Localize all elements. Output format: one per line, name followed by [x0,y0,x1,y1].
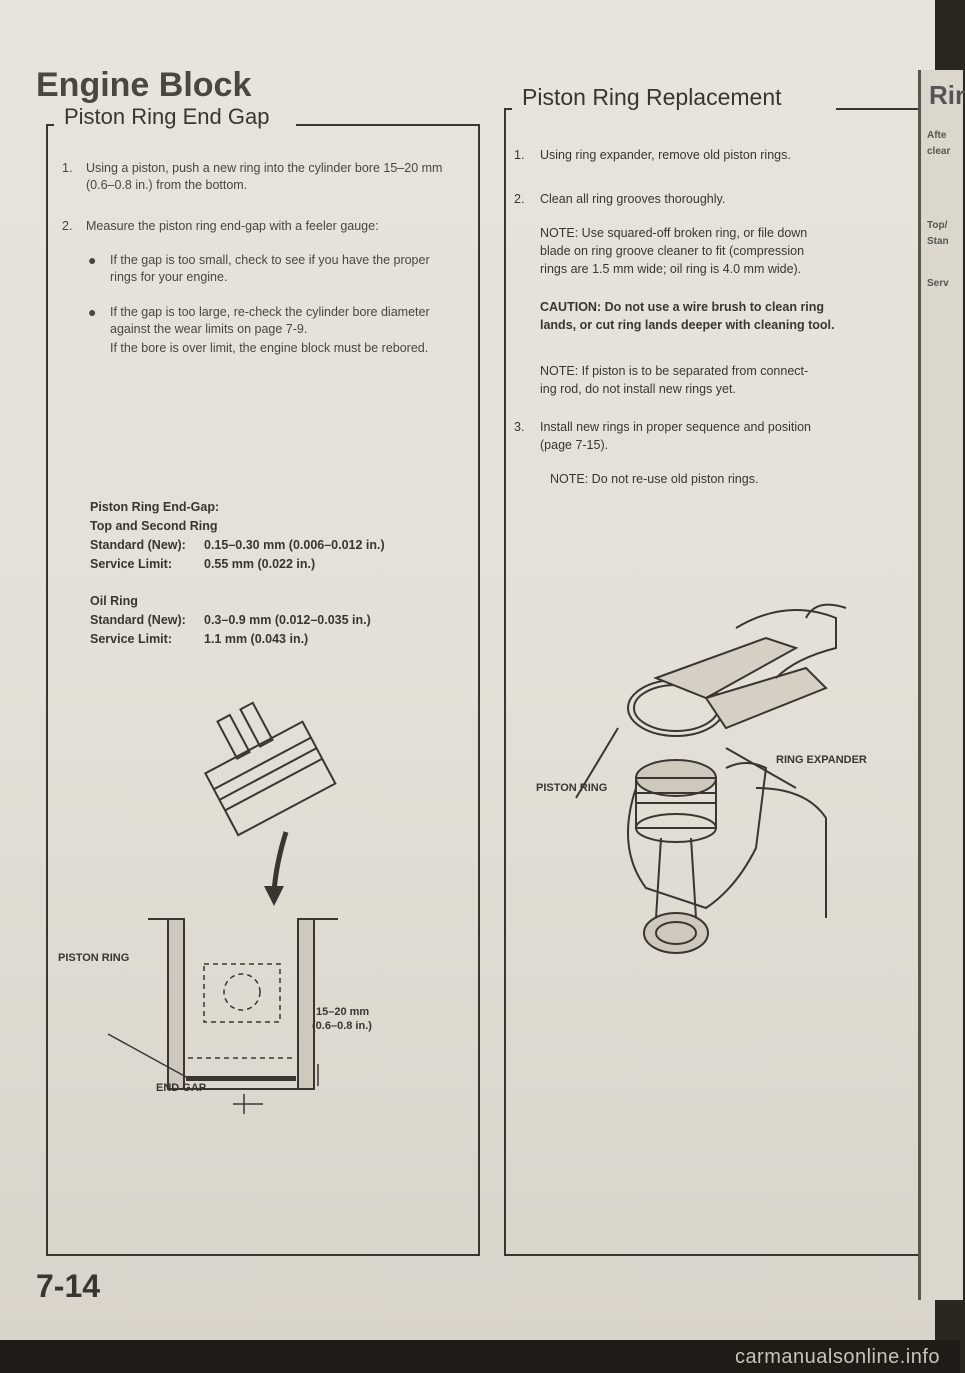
right-panel [504,84,920,1256]
spec-block [90,498,470,649]
step-text: Using a piston, push a new ring into the cylinder bore 15–20 mm (0.6–0.8 in.) from the bottom. [86,161,443,192]
step-text: Install new rings in proper sequence and position [540,420,812,434]
spec-row: Service Limit: 1.1 mm (0.043 in.) [90,632,309,646]
step-text: Clean all ring grooves thoroughly. [540,192,726,206]
note-line: ing rod, do not install new rings yet. [540,382,736,396]
page-number: 7-14 [36,1268,101,1304]
step-text: Measure the piston ring end-gap with a feeler gauge: [86,219,379,233]
ring-expander-figure [506,588,918,1048]
bullet-icon: ● [88,252,97,268]
piston-ring-label: PISTON RING [58,952,130,964]
step-number: 2. [514,192,525,206]
bullet-icon: ● [88,304,97,320]
piston-ring-label: PISTON RING [536,782,608,794]
spec-row: Service Limit: 0.55 mm (0.022 in.) [90,557,316,571]
title-rule [296,124,478,126]
bullet-item: ● If the gap is too large, re-check the cylinder bore diameter against the wear limits on page 7-9. [88,304,430,336]
step-number: 2. [62,219,73,233]
step-1 [62,160,446,194]
spec-group-name: Top and Second Ring [90,519,218,533]
left-panel-title: Piston Ring End Gap [64,104,270,129]
note-line: NOTE: Do not re-use old piston rings. [550,472,759,486]
bullet-item: ● If the gap is too small, check to see if you have the proper rings for your engine. [88,252,430,284]
dimension-label: 15–20 mm [316,1006,370,1018]
next-page-edge: Rir Afte clear Top/ Stan Serv [918,70,963,1300]
spec-heading: Piston Ring End-Gap: [90,500,220,514]
dimension-label: (0.6–0.8 in.) [312,1020,372,1032]
end-gap-label: END GAP [156,1082,207,1094]
watermark: carmanualsonline.info [734,1346,940,1368]
step-number: 1. [514,148,525,162]
right-panel-title: Piston Ring Replacement [522,84,782,110]
left-panel [46,104,480,1256]
ring-expander-label: RING EXPANDER [776,754,867,766]
bullet-text: If the bore is over limit, the engine block must be rebored. [110,341,429,355]
spec-row: Standard (New): 0.15–0.30 mm (0.006–0.012 in.) [90,538,385,552]
step-text: Using ring expander, remove old piston rings. [540,148,791,162]
caution-line: CAUTION: Do not use a wire brush to clean ring [540,300,825,314]
note-line: NOTE: Use squared-off broken ring, or file down [540,226,808,240]
note-line: NOTE: If piston is to be separated from connect- [540,364,809,378]
note-line: rings are 1.5 mm wide; oil ring is 4.0 mm wide). [540,262,802,276]
section-title: Engine Block [36,66,252,104]
spec-group-name: Oil Ring [90,594,138,608]
strip-title: Rir [929,80,965,110]
step-text: (page 7-15). [540,438,609,452]
note-line: blade on ring groove cleaner to fit (compression [540,244,805,258]
piston-ring-end-gap-figure [48,674,478,1114]
title-rule [836,108,918,110]
caution-line: lands, or cut ring lands deeper with cleaning tool. [540,318,835,332]
step-number: 3. [514,420,525,434]
step-2 [62,218,446,235]
step-number: 1. [62,161,73,175]
spec-row: Standard (New): 0.3–0.9 mm (0.012–0.035 in.) [90,613,371,627]
